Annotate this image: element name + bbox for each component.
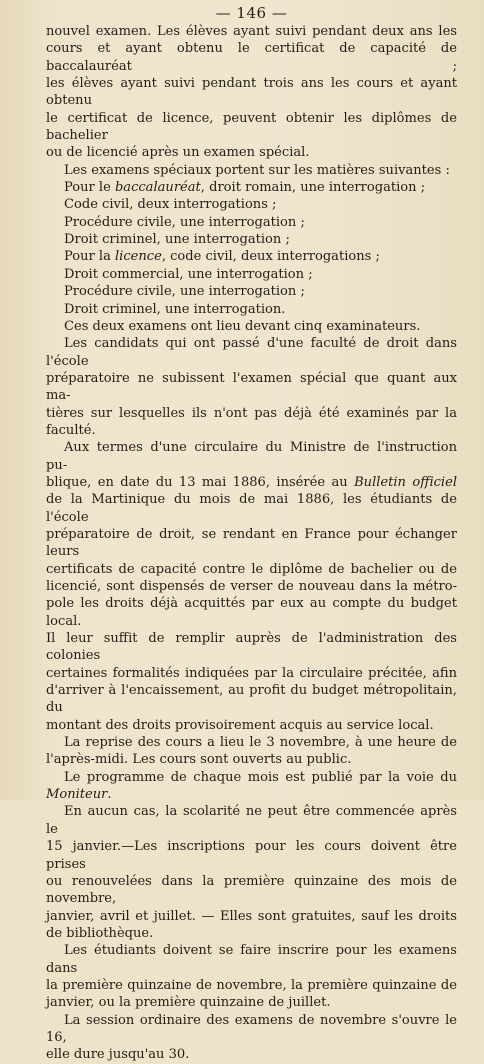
text-line: certaines formalités indiquées par la circulaire précitée, afin xyxy=(46,665,457,681)
text-line: certificats de capacité contre le diplôme de bachelier ou de xyxy=(46,561,457,577)
text-line: la première quinzaine de novembre, la première quinzaine de xyxy=(46,977,457,993)
text-line: licencié, sont dispensés de verser de nouveau dans la métro- xyxy=(46,579,457,594)
degree-name: licence xyxy=(115,249,162,265)
text-line: 15 janvier.—Les inscriptions pour les cours doivent être prises xyxy=(46,839,457,872)
exam-subject-item: Droit criminel, une interrogation ; xyxy=(64,232,290,248)
text-line: Aux termes d'une circulaire du Ministre de l'instruction pu- xyxy=(46,440,457,473)
text-line: Les candidats qui ont passé d'une faculté de droit dans l'école xyxy=(46,336,457,369)
text-line: Les examens spéciaux portent sur les matières suivantes : xyxy=(64,162,450,178)
exam-subject-item: Droit criminel, une interrogation. xyxy=(64,301,286,317)
exam-subject-item: Procédure civile, une interrogation ; xyxy=(64,214,305,230)
text-line: préparatoire ne subissent l'examen spécial que quant aux ma- xyxy=(46,370,457,404)
text-line: nouvel examen. Les élèves ayant suivi pendant deux ans les xyxy=(46,24,457,39)
text-line: Les étudiants doivent se faire inscrire pour les examens dans xyxy=(46,943,457,976)
italic-title: Moniteur xyxy=(46,787,108,803)
text-line: La session ordinaire des examens de novembre s'ouvre le 16, xyxy=(46,1012,457,1045)
exam-subject-item: Pour le baccalauréat, droit romain, une interrogation ; xyxy=(64,180,426,196)
text-line: blique, en date du 13 mai 1886, insérée au Bulletin officiel xyxy=(46,474,458,490)
text-line: En aucun cas, la scolarité ne peut être commencée après le xyxy=(46,804,457,837)
text-line: ou de licencié après un examen spécial. xyxy=(46,145,310,161)
text-line: janvier, avril et juillet. — Elles sont gratuites, sauf les droits xyxy=(46,908,457,924)
exam-subject-item: Droit commercial, une interrogation ; xyxy=(64,266,313,282)
text-line: ou renouvelées dans la première quinzaine des mois de novembre, xyxy=(46,873,457,907)
exam-subjects-list xyxy=(46,179,457,318)
text-line: janvier, ou la première quinzaine de juillet. xyxy=(46,995,331,1011)
italic-title: Bulletin officiel xyxy=(354,474,458,490)
text-line: elle dure jusqu'au 30. xyxy=(46,1047,190,1063)
text-line: Moniteur. xyxy=(46,787,112,803)
exam-subject-item: Pour la licence, code civil, deux interrogations ; xyxy=(64,249,380,265)
text-line: Le programme de chaque mois est publié par la voie du xyxy=(64,769,457,785)
degree-name: baccalauréat xyxy=(114,180,201,196)
text-line: cours et ayant obtenu le certificat de capacité de baccalauréat ; xyxy=(46,41,457,74)
text-line: Il leur suffit de remplir auprès de l'administration des colonies xyxy=(46,631,457,664)
text-line: d'arriver à l'encaissement, au profit du budget métropolitain, du xyxy=(46,683,457,716)
text-line: préparatoire de droit, se rendant en France pour échanger leurs xyxy=(46,526,457,560)
text-line: de bibliothèque. xyxy=(46,925,154,941)
text-line: les élèves ayant suivi pendant trois ans les cours et ayant obtenu xyxy=(46,76,457,109)
text-line: l'après-midi. Les cours sont ouverts au public. xyxy=(46,752,352,768)
text-line: tières sur lesquelles ils n'ont pas déjà été examinés par la faculté. xyxy=(46,405,457,438)
intro-text xyxy=(46,23,457,179)
text-line: pole les droits déjà acquittés par eux au compte du budget local. xyxy=(46,596,457,629)
body-text xyxy=(46,318,457,1064)
exam-subject-item: Procédure civile, une interrogation ; xyxy=(64,284,305,300)
text-line: La reprise des cours a lieu le 3 novembre, à une heure de xyxy=(64,735,457,751)
exam-subject-item: Code civil, deux interrogations ; xyxy=(64,197,277,213)
text-line: de la Martinique du mois de mai 1886, les étudiants de l'école xyxy=(46,492,457,525)
text-line: montant des droits provisoirement acquis au service local. xyxy=(46,717,434,733)
text-line: le certificat de licence, peuvent obtenir les diplômes de bachelier xyxy=(46,110,457,144)
text-line: Ces deux examens ont lieu devant cinq examinateurs. xyxy=(64,318,421,334)
page-number: — 146 — xyxy=(215,4,288,22)
